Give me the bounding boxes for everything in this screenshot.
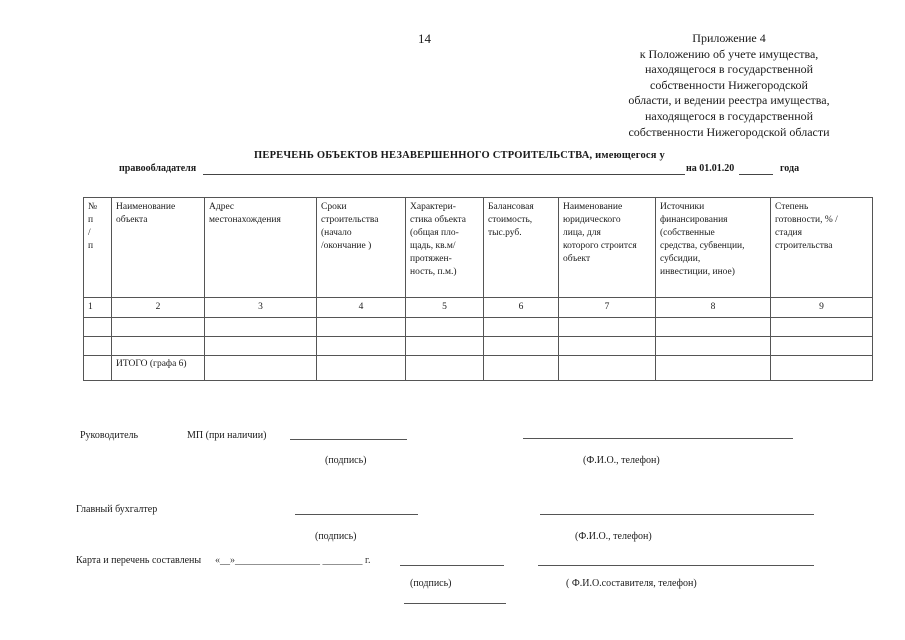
document-title: ПЕРЕЧЕНЬ ОБЪЕКТОВ НЕЗАВЕРШЕННОГО СТРОИТЕЛЬСТВА, имеющегося у [254, 150, 665, 161]
table-cell[interactable] [317, 318, 406, 337]
objects-table [83, 197, 873, 381]
signature-caption: (подпись) [410, 578, 452, 589]
header-cell: Сроки строительства (начало /окончание ) [317, 198, 406, 298]
table-cell[interactable] [559, 356, 656, 381]
signature-caption: (подпись) [325, 455, 367, 466]
accountant-signature-line [295, 514, 418, 515]
compiler-signature-line [400, 565, 504, 566]
head-name-line [523, 438, 793, 439]
accountant-label: Главный бухгалтер [76, 504, 158, 515]
header-cell: № п / п [84, 198, 112, 298]
appendix-line: собственности Нижегородской [650, 77, 808, 92]
table-cell[interactable] [484, 356, 559, 381]
appendix-line: Приложение 4 [692, 31, 766, 45]
as-of-label: на 01.01.20 [686, 163, 735, 174]
signature-caption: (подпись) [315, 531, 357, 542]
page-number: 14 [418, 31, 431, 46]
appendix-line: собственности Нижегородской области [628, 124, 830, 139]
appendix-line: находящегося в государственной [644, 108, 814, 123]
extra-signature-line [404, 603, 506, 604]
table-cell[interactable] [112, 318, 205, 337]
table-cell[interactable] [559, 318, 656, 337]
table-cell[interactable] [484, 318, 559, 337]
table-cell[interactable] [559, 337, 656, 356]
table-cell [84, 356, 112, 381]
column-number-cell: 8 [656, 298, 771, 318]
table-row [84, 318, 873, 337]
column-number-cell: 4 [317, 298, 406, 318]
compiled-date-field[interactable]: «__»_________________ ________ г. [215, 555, 371, 566]
total-row [84, 356, 873, 381]
table-cell[interactable] [406, 337, 484, 356]
column-number-cell: 5 [406, 298, 484, 318]
column-number-cell: 6 [484, 298, 559, 318]
holder-label: правообладателя [119, 163, 197, 174]
holder-fill-line [203, 174, 685, 175]
appendix-header [600, 31, 858, 140]
table-cell[interactable] [84, 318, 112, 337]
table-cell[interactable] [656, 356, 771, 381]
column-number-cell: 1 [84, 298, 112, 318]
table-cell[interactable] [771, 356, 873, 381]
fio-phone-caption: (Ф.И.О., телефон) [575, 531, 652, 542]
stamp-label: МП (при наличии) [187, 430, 267, 441]
year-label: года [780, 163, 800, 174]
table-cell[interactable] [771, 318, 873, 337]
appendix-line: к Положению об учете имущества, [639, 46, 819, 61]
header-cell: Источники финансирования (собственные средства, субвенции, субсидии, инвестиции, иное) [656, 198, 771, 298]
total-label: ИТОГО (графа 6) [112, 356, 205, 381]
appendix-line: находящегося в государственной [644, 62, 814, 77]
table-cell[interactable] [406, 356, 484, 381]
header-cell: Балансовая стоимость, тыс.руб. [484, 198, 559, 298]
table-cell[interactable] [771, 337, 873, 356]
table-cell[interactable] [484, 337, 559, 356]
header-cell: Адрес местонахождения [205, 198, 317, 298]
head-signature-line [290, 439, 407, 440]
table-cell[interactable] [84, 337, 112, 356]
year-fill-line [739, 174, 773, 175]
table-row [84, 337, 873, 356]
column-number-cell: 2 [112, 298, 205, 318]
column-number-cell: 7 [559, 298, 656, 318]
compiler-name-line [538, 565, 814, 566]
head-label: Руководитель [80, 430, 139, 441]
fio-phone-caption: (Ф.И.О., телефон) [583, 455, 660, 466]
compiled-label: Карта и перечень составлены [76, 555, 202, 566]
header-cell: Наименование юридического лица, для которого строится объект [559, 198, 656, 298]
header-cell: Степень готовности, % / стадия строительства [771, 198, 873, 298]
header-cell: Характери- стика объекта (общая пло- щадь, кв.м/ протяжен- ность, п.м.) [406, 198, 484, 298]
table-header-row [84, 198, 873, 298]
header-cell: Наименование объекта [112, 198, 205, 298]
table-cell[interactable] [317, 337, 406, 356]
table-cell[interactable] [656, 337, 771, 356]
column-number-cell: 9 [771, 298, 873, 318]
column-number-row [84, 298, 873, 318]
table-cell[interactable] [656, 318, 771, 337]
table-cell[interactable] [205, 356, 317, 381]
table-cell[interactable] [112, 337, 205, 356]
compiler-caption: ( Ф.И.О.составителя, телефон) [566, 578, 697, 589]
accountant-name-line [540, 514, 814, 515]
table-cell[interactable] [205, 337, 317, 356]
table-cell[interactable] [205, 318, 317, 337]
column-number-cell: 3 [205, 298, 317, 318]
table-cell[interactable] [406, 318, 484, 337]
table-cell[interactable] [317, 356, 406, 381]
appendix-line: области, и ведении реестра имущества, [628, 93, 830, 108]
